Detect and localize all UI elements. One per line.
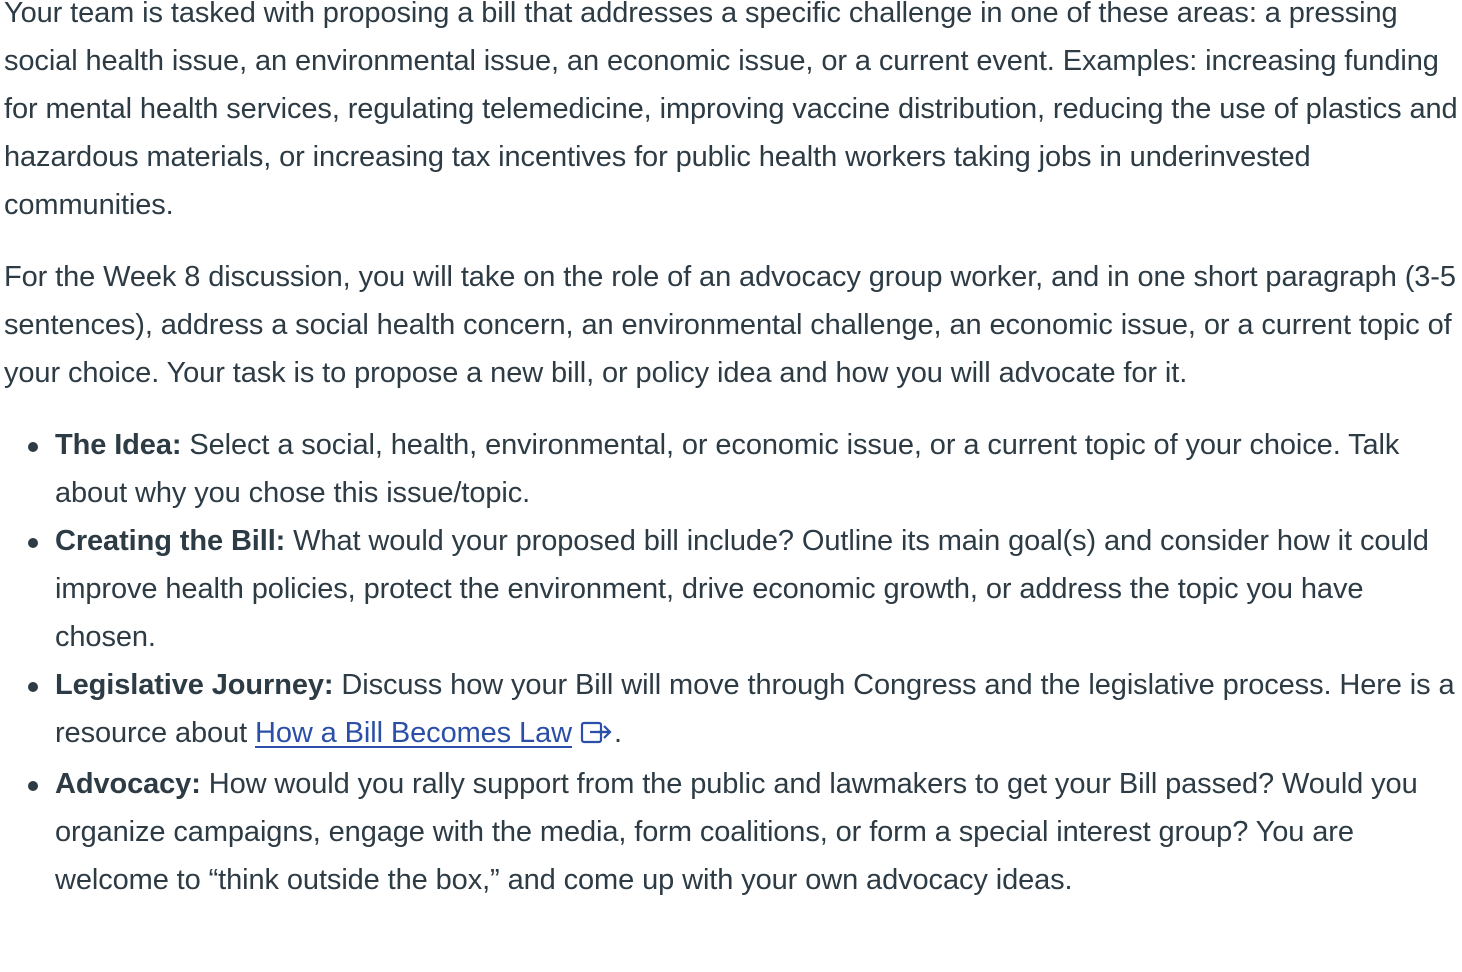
list-item-text: How would you rally support from the public and lawmakers to get your Bill passed? Would you organize campaigns, engage with the media, form coalitions, or form a special interest group? You are welcome to “think outside the box,” and come up with your own advocacy ideas. bbox=[55, 768, 1418, 896]
list-item-term: Creating the Bill: bbox=[55, 525, 286, 557]
list-item-punctuation: . bbox=[613, 717, 622, 749]
list-item-advocacy bbox=[55, 760, 1462, 904]
list-item-text: What would your proposed bill include? Outline its main goal(s) and consider how it could improve health policies, protect the environment, drive economic growth, or address the topic you have chosen. bbox=[55, 525, 1429, 653]
intro-paragraph: Your team is tasked with proposing a bill that addresses a specific challenge in one of these areas: a pressing social health issue, an environmental issue, an economic issue, or a current event. Examples: increasing funding for mental health services, regulating telemedicine, improving vaccine distribution, reducing the use of plastics and hazardous materials, or increasing tax incentives for public health workers taking jobs in underinvested communities. bbox=[4, 0, 1458, 221]
list-item-the-idea bbox=[55, 421, 1462, 517]
list-item-creating-the-bill bbox=[55, 517, 1462, 661]
list-item-term: The Idea: bbox=[55, 429, 182, 461]
list-item-term: Advocacy: bbox=[55, 768, 201, 800]
link-label[interactable]: How a Bill Becomes Law bbox=[255, 717, 572, 749]
list-item-legislative-journey bbox=[55, 661, 1462, 760]
external-link-icon[interactable] bbox=[580, 712, 614, 760]
list-item-text: Select a social, health, environmental, or economic issue, or a current topic of your choice. Talk about why you chose this issue/topic. bbox=[55, 429, 1400, 509]
list-item-term: Legislative Journey: bbox=[55, 669, 334, 701]
how-a-bill-becomes-law-link[interactable] bbox=[255, 717, 572, 749]
requirements-list bbox=[4, 421, 1462, 904]
list-item-text: Discuss how your Bill will move through Congress and the legislative process. Here is a resource about bbox=[55, 669, 1455, 749]
week-8-paragraph: For the Week 8 discussion, you will take on the role of an advocacy group worker, and in one short paragraph (3-5 sentences), address a social health concern, an environmental challenge, an economic issue, or a current topic of your choice. Your task is to propose a new bill, or policy idea and how you will advocate for it. bbox=[4, 261, 1456, 389]
assignment-description bbox=[4, 0, 1462, 904]
